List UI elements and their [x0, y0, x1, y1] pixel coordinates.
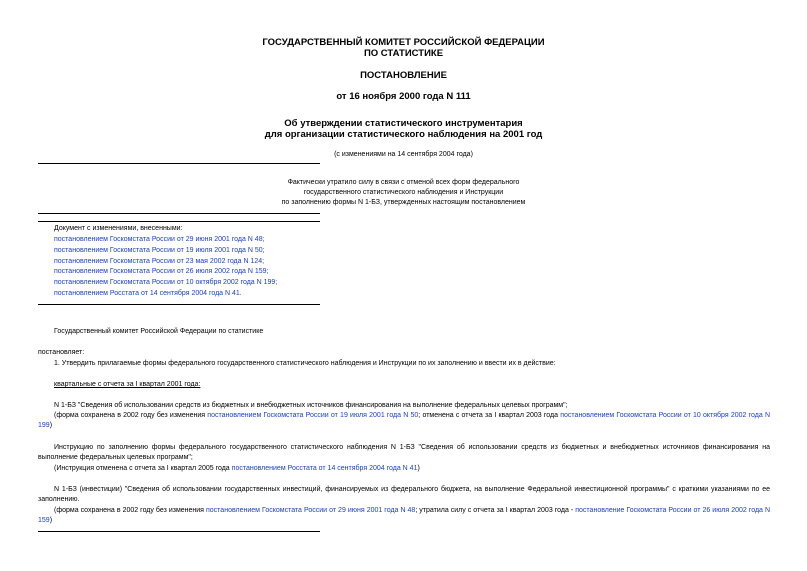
status-note-line2: государственного статистического наблюдения и Инструкции — [303, 189, 504, 196]
divider — [38, 304, 320, 305]
committee-title-line1: ГОСУДАРСТВЕННЫЙ КОМИТЕТ РОССИЙСКОЙ ФЕДЕРАЦИИ — [262, 37, 545, 48]
form-1bz-note — [38, 411, 770, 431]
subject-line2: для организации статистического наблюдения на 2001 год — [264, 129, 543, 140]
form-1bz-text: N 1-БЗ "Сведения об использовании средств из бюджетных и внебюджетных источников финансирования на выполнение федеральных целевых программ"; — [54, 402, 568, 409]
divider — [38, 163, 320, 164]
note-text: ; отменена с отчета за I квартал 2003 года — [418, 412, 561, 419]
amendment-link[interactable]: постановлением Госкомстата России от 19 июля 2001 года N 50; — [54, 247, 265, 254]
amendment-link[interactable]: постановлением Госкомстата России от 26 июля 2002 года N 159; — [54, 268, 269, 275]
instruction-note — [54, 464, 420, 474]
divider — [38, 531, 320, 532]
note-text: (форма сохранена в 2002 году без изменения — [54, 507, 206, 514]
note-text: ; утратила силу с отчета за I квартал 2003 года - — [415, 507, 576, 514]
amendment-link[interactable]: постановлением Госкомстата России от 10 октября 2002 года N 199; — [54, 279, 278, 286]
committee-title-line2: ПО СТАТИСТИКЕ — [363, 48, 444, 59]
note-text: (форма сохранена в 2002 году без изменения — [54, 412, 208, 419]
document-date: от 16 ноября 2000 года N 111 — [336, 91, 471, 102]
amendment-link[interactable]: постановлением Росстата от 14 сентября 2004 года N 41. — [54, 290, 242, 297]
note-text: ) — [49, 517, 53, 524]
note-text: (Инструкция отменена с отчета за I квартал 2005 года — [54, 465, 232, 472]
status-note-line1: Фактически утратило силу в связи с отменой всех форм федерального — [287, 179, 520, 186]
issuer-text: Государственный комитет Российской Федерации по статистике — [54, 328, 264, 335]
divider — [38, 221, 320, 222]
quarterly-heading: квартальные с отчета за I квартал 2001 года: — [54, 381, 201, 388]
document-type: ПОСТАНОВЛЕНИЕ — [360, 70, 447, 81]
status-note-line3: по заполнению формы N 1-БЗ, утвержденных настоящим постановлением — [281, 199, 526, 206]
note-link[interactable]: постановлением Госкомстата России от 29 июня 2001 года N 48 — [206, 507, 416, 514]
changes-note: (с изменениями на 14 сентября 2004 года) — [334, 151, 473, 158]
form-1bz-investments-note — [38, 506, 770, 526]
subject-line1: Об утверждении статистического инструментария — [284, 118, 523, 129]
amendments-title: Документ с изменениями, внесенными: — [54, 225, 183, 232]
divider — [38, 213, 320, 214]
note-link[interactable]: постановлением Госкомстата России от 19 июля 2001 года N 50 — [207, 412, 419, 419]
instruction-text: Инструкцию по заполнению формы федерального государственного статистического наблюдения N 1-БЗ "Сведения об использовании средств из бюджетных и внебюджетных источников финансирования на выполнение федеральных целевых программ"; — [38, 444, 770, 461]
note-link[interactable]: постановлением Госкомстата России от 10 октября 2002 года N 199 — [38, 412, 771, 429]
note-text: ) — [49, 422, 53, 429]
note-link[interactable]: постановление Госкомстата России от 26 июля 2002 года N 159 — [38, 507, 770, 524]
form-1bz-investments-text: N 1-БЗ (инвестиции) "Сведения об использовании государственных инвестиций, финансируемых из федерального бюджета, на выполнение Федеральной инвестиционной программы" с краткими указаниями по ее заполнению. — [38, 486, 770, 503]
amendment-link[interactable]: постановлением Госкомстата России от 29 июня 2001 года N 48; — [54, 236, 265, 243]
amendment-link[interactable]: постановлением Госкомстата России от 23 мая 2002 года N 124; — [54, 258, 265, 265]
item-1-text: 1. Утвердить прилагаемые формы федерального государственного статистического наблюдения и Инструкции по их заполнению и ввести их в действие: — [54, 360, 556, 367]
resolves-text: постановляет: — [38, 349, 85, 356]
note-text: ) — [417, 465, 420, 472]
note-link[interactable]: постановлением Росстата от 14 сентября 2004 года N 41 — [231, 465, 418, 472]
